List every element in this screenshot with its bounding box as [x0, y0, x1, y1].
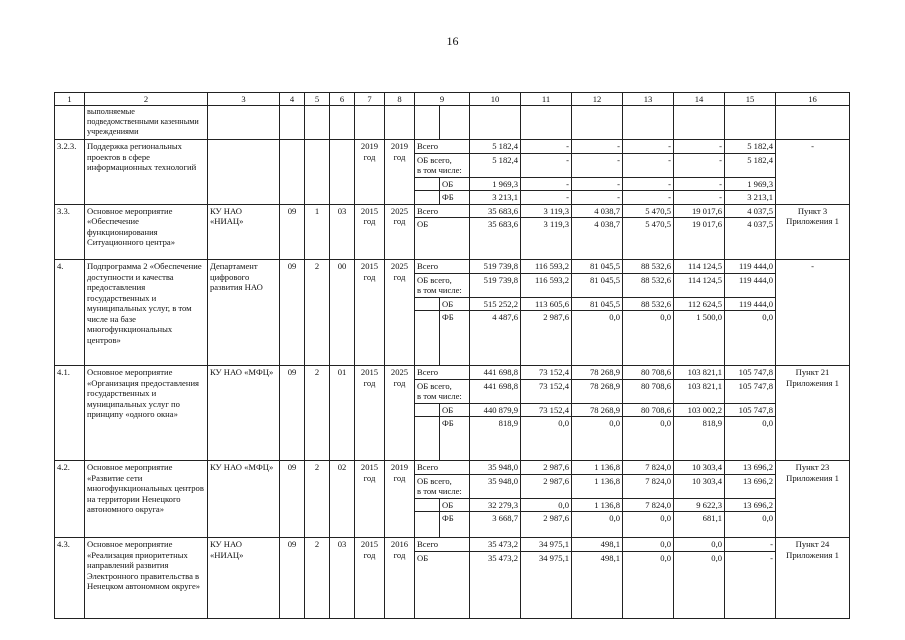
code-cell: 03 — [330, 204, 355, 259]
item-number: 4. — [55, 260, 85, 366]
table-cell — [208, 106, 280, 140]
item-number: 3.3. — [55, 204, 85, 259]
program-row — [55, 366, 850, 379]
amount-cell: 35 683,6 — [470, 204, 521, 217]
funding-label — [415, 273, 470, 297]
activity-name: Основное мероприятие «Развитие сети многофункциональных центров на территории Ненецкого автономного округа» — [85, 461, 208, 538]
amount-cell: 0,0 — [623, 417, 674, 461]
code-cell: 09 — [280, 461, 305, 538]
reference: Пункт 23 Приложения 1 — [776, 461, 850, 538]
table-cell — [415, 417, 440, 461]
amount-cell: 2 987,6 — [521, 461, 572, 474]
activity-name: Основное мероприятие «Реализация приоритетных направлений развития Электронного правительства в Ненецком автономном округе» — [85, 538, 208, 618]
executor — [208, 140, 280, 204]
end-year: 2019 год — [385, 140, 415, 204]
activity-name: Поддержка региональных проектов в сфере информационных технологий — [85, 140, 208, 204]
table-cell — [440, 106, 470, 140]
funding-label: ФБ — [440, 191, 470, 204]
code-cell: 01 — [330, 366, 355, 461]
amount-cell: 519 739,8 — [470, 260, 521, 273]
column-header: 8 — [385, 93, 415, 106]
amount-cell: 2 987,6 — [521, 512, 572, 538]
table-cell — [385, 106, 415, 140]
amount-cell: 1 969,3 — [470, 177, 521, 190]
code-cell: 09 — [280, 204, 305, 259]
amount-cell: 88 532,6 — [623, 273, 674, 297]
table-cell — [776, 106, 850, 140]
activity-name: выполняемые подведомственными казенными учреждениями — [85, 106, 208, 140]
program-row — [55, 204, 850, 217]
amount-cell: - — [674, 153, 725, 177]
column-header: 5 — [305, 93, 330, 106]
amount-cell: 13 696,2 — [725, 474, 776, 498]
start-year: 2015 год — [355, 538, 385, 618]
amount-cell: 35 948,0 — [470, 461, 521, 474]
amount-cell: 4 038,7 — [572, 218, 623, 260]
amount-cell: 0,0 — [572, 512, 623, 538]
amount-cell: 78 268,9 — [572, 379, 623, 403]
amount-cell: 5 470,5 — [623, 218, 674, 260]
program-row — [55, 140, 850, 153]
funding-label: ОБ — [415, 218, 470, 260]
end-year: 2016 год — [385, 538, 415, 618]
amount-cell: 103 821,1 — [674, 379, 725, 403]
column-header: 9 — [415, 93, 470, 106]
table-cell — [415, 106, 440, 140]
funding-label: ОБ — [440, 297, 470, 310]
item-number: 3.2.3. — [55, 140, 85, 204]
amount-cell: - — [725, 538, 776, 551]
amount-cell: 35 683,6 — [470, 218, 521, 260]
amount-cell: 4 038,7 — [572, 204, 623, 217]
code-cell: 2 — [305, 260, 330, 366]
funding-label — [415, 379, 470, 403]
amount-cell: 103 002,2 — [674, 403, 725, 416]
amount-cell: 0,0 — [725, 417, 776, 461]
code-cell: 09 — [280, 366, 305, 461]
amount-cell: 105 747,8 — [725, 379, 776, 403]
continuation-row — [55, 106, 850, 140]
code-cell — [305, 140, 330, 204]
funding-label-text: в том числе: — [417, 285, 462, 296]
funding-label-text: в том числе: — [417, 486, 462, 497]
code-cell: 09 — [280, 260, 305, 366]
amount-cell: 78 268,9 — [572, 403, 623, 416]
table-cell — [415, 297, 440, 310]
code-cell: 02 — [330, 461, 355, 538]
amount-cell: 7 824,0 — [623, 498, 674, 511]
column-header: 2 — [85, 93, 208, 106]
amount-cell: 5 182,4 — [470, 140, 521, 153]
amount-cell: 34 975,1 — [521, 538, 572, 551]
amount-cell: 116 593,2 — [521, 260, 572, 273]
amount-cell: 1 969,3 — [725, 177, 776, 190]
column-header: 12 — [572, 93, 623, 106]
amount-cell: 80 708,6 — [623, 379, 674, 403]
code-cell — [330, 140, 355, 204]
amount-cell: 105 747,8 — [725, 366, 776, 379]
amount-cell: 2 987,6 — [521, 474, 572, 498]
amount-cell: - — [572, 153, 623, 177]
amount-cell: 73 152,4 — [521, 366, 572, 379]
table-cell — [415, 191, 440, 204]
column-header: 7 — [355, 93, 385, 106]
amount-cell: - — [725, 551, 776, 618]
amount-cell: - — [674, 177, 725, 190]
funding-label: ФБ — [440, 311, 470, 366]
amount-cell: 0,0 — [521, 417, 572, 461]
table-cell — [415, 311, 440, 366]
table-cell — [725, 106, 776, 140]
start-year: 2019 год — [355, 140, 385, 204]
amount-cell: - — [623, 140, 674, 153]
table-cell — [470, 106, 521, 140]
amount-cell: 19 017,6 — [674, 218, 725, 260]
funding-label-text: ОБ всего, — [417, 475, 452, 486]
header-row — [55, 93, 850, 106]
amount-cell: 0,0 — [674, 551, 725, 618]
amount-cell: 73 152,4 — [521, 403, 572, 416]
amount-cell: 0,0 — [623, 512, 674, 538]
amount-cell: 1 136,8 — [572, 498, 623, 511]
amount-cell: 34 975,1 — [521, 551, 572, 618]
amount-cell: 4 487,6 — [470, 311, 521, 366]
program-row — [55, 461, 850, 474]
funding-label: ФБ — [440, 417, 470, 461]
column-header: 10 — [470, 93, 521, 106]
column-header: 4 — [280, 93, 305, 106]
amount-cell: 80 708,6 — [623, 366, 674, 379]
funding-label-text: ОБ всего, — [417, 274, 452, 285]
amount-cell: 116 593,2 — [521, 273, 572, 297]
column-header: 11 — [521, 93, 572, 106]
amount-cell: - — [674, 140, 725, 153]
table-cell — [521, 106, 572, 140]
amount-cell: 2 987,6 — [521, 311, 572, 366]
activity-name: Подпрограмма 2 «Обеспечение доступности и качества предоставления государственных и муниципальных услуг, в том числе на базе многофункциональных центров» — [85, 260, 208, 366]
amount-cell: 440 879,9 — [470, 403, 521, 416]
executor: КУ НАО «НИАЦ» — [208, 204, 280, 259]
funding-label-text: ОБ всего, — [417, 154, 452, 165]
amount-cell: 81 045,5 — [572, 260, 623, 273]
amount-cell: 3 119,3 — [521, 218, 572, 260]
amount-cell: 19 017,6 — [674, 204, 725, 217]
amount-cell: 0,0 — [725, 512, 776, 538]
code-cell: 2 — [305, 366, 330, 461]
amount-cell: 4 037,5 — [725, 204, 776, 217]
amount-cell: 105 747,8 — [725, 403, 776, 416]
funding-label-text: ОБ всего, — [417, 380, 452, 391]
amount-cell: 13 696,2 — [725, 461, 776, 474]
item-number: 4.3. — [55, 538, 85, 618]
funding-label: Всего — [415, 204, 470, 217]
amount-cell: 119 444,0 — [725, 297, 776, 310]
amount-cell: 114 124,5 — [674, 260, 725, 273]
table-cell — [674, 106, 725, 140]
amount-cell: - — [521, 177, 572, 190]
table-cell — [415, 512, 440, 538]
executor: КУ НАО «МФЦ» — [208, 461, 280, 538]
amount-cell: 3 668,7 — [470, 512, 521, 538]
amount-cell: 5 182,4 — [470, 153, 521, 177]
amount-cell: 0,0 — [674, 538, 725, 551]
funding-label: Всего — [415, 461, 470, 474]
code-cell: 00 — [330, 260, 355, 366]
reference: - — [776, 260, 850, 366]
item-number: 4.2. — [55, 461, 85, 538]
funding-label: Всего — [415, 260, 470, 273]
end-year: 2019 год — [385, 461, 415, 538]
amount-cell: - — [572, 191, 623, 204]
table-cell — [415, 498, 440, 511]
amount-cell: 78 268,9 — [572, 366, 623, 379]
column-header: 16 — [776, 93, 850, 106]
code-cell: 2 — [305, 538, 330, 618]
amount-cell: 0,0 — [623, 311, 674, 366]
amount-cell: - — [623, 191, 674, 204]
funding-label: ОБ — [440, 403, 470, 416]
funding-label: ОБ — [440, 498, 470, 511]
start-year: 2015 год — [355, 461, 385, 538]
table-cell — [572, 106, 623, 140]
amount-cell: 3 119,3 — [521, 204, 572, 217]
column-header: 14 — [674, 93, 725, 106]
amount-cell: 88 532,6 — [623, 260, 674, 273]
amount-cell: - — [521, 191, 572, 204]
table-cell — [355, 106, 385, 140]
column-header: 3 — [208, 93, 280, 106]
amount-cell: 119 444,0 — [725, 260, 776, 273]
amount-cell: 0,0 — [572, 311, 623, 366]
code-cell: 03 — [330, 538, 355, 618]
column-header: 15 — [725, 93, 776, 106]
program-row — [55, 260, 850, 273]
amount-cell: 441 698,8 — [470, 366, 521, 379]
amount-cell: 515 252,2 — [470, 297, 521, 310]
amount-cell: 0,0 — [623, 551, 674, 618]
amount-cell: 498,1 — [572, 538, 623, 551]
executor: Департамент цифрового развития НАО — [208, 260, 280, 366]
start-year: 2015 год — [355, 366, 385, 461]
table-cell — [415, 177, 440, 190]
amount-cell: 681,1 — [674, 512, 725, 538]
amount-cell: 3 213,1 — [725, 191, 776, 204]
amount-cell: 818,9 — [470, 417, 521, 461]
amount-cell: 88 532,6 — [623, 297, 674, 310]
amount-cell: 7 824,0 — [623, 461, 674, 474]
amount-cell: 13 696,2 — [725, 498, 776, 511]
amount-cell: 10 303,4 — [674, 474, 725, 498]
amount-cell: - — [623, 177, 674, 190]
code-cell — [280, 140, 305, 204]
page-number: 16 — [446, 34, 459, 48]
amount-cell: - — [674, 191, 725, 204]
amount-cell: 5 470,5 — [623, 204, 674, 217]
code-cell: 2 — [305, 461, 330, 538]
reference: Пункт 3 Приложения 1 — [776, 204, 850, 259]
program-table — [54, 92, 850, 619]
table-cell — [623, 106, 674, 140]
amount-cell: 114 124,5 — [674, 273, 725, 297]
table-cell — [55, 106, 85, 140]
funding-label: Всего — [415, 538, 470, 551]
funding-label-text: в том числе: — [417, 391, 462, 402]
funding-label: ФБ — [440, 512, 470, 538]
amount-cell: 818,9 — [674, 417, 725, 461]
reference: - — [776, 140, 850, 204]
amount-cell: 1 500,0 — [674, 311, 725, 366]
activity-name: Основное мероприятие «Обеспечение функционирования Ситуационного центра» — [85, 204, 208, 259]
amount-cell: 32 279,3 — [470, 498, 521, 511]
amount-cell: 35 473,2 — [470, 538, 521, 551]
amount-cell: 81 045,5 — [572, 297, 623, 310]
amount-cell: - — [521, 140, 572, 153]
amount-cell: 103 821,1 — [674, 366, 725, 379]
amount-cell: 35 473,2 — [470, 551, 521, 618]
table-cell — [280, 106, 305, 140]
start-year: 2015 год — [355, 204, 385, 259]
start-year: 2015 год — [355, 260, 385, 366]
reference: Пункт 21 Приложения 1 — [776, 366, 850, 461]
amount-cell: - — [623, 153, 674, 177]
table-cell — [415, 403, 440, 416]
amount-cell: 80 708,6 — [623, 403, 674, 416]
amount-cell: 0,0 — [623, 538, 674, 551]
amount-cell: 0,0 — [521, 498, 572, 511]
executor: КУ НАО «НИАЦ» — [208, 538, 280, 618]
item-number: 4.1. — [55, 366, 85, 461]
amount-cell: 7 824,0 — [623, 474, 674, 498]
table-cell — [330, 106, 355, 140]
end-year: 2025 год — [385, 204, 415, 259]
amount-cell: 498,1 — [572, 551, 623, 618]
column-header: 6 — [330, 93, 355, 106]
amount-cell: 0,0 — [725, 311, 776, 366]
amount-cell: - — [521, 153, 572, 177]
code-cell: 09 — [280, 538, 305, 618]
funding-label-text: в том числе: — [417, 165, 462, 176]
amount-cell: 1 136,8 — [572, 474, 623, 498]
amount-cell: 0,0 — [572, 417, 623, 461]
amount-cell: 119 444,0 — [725, 273, 776, 297]
funding-label — [415, 153, 470, 177]
end-year: 2025 год — [385, 366, 415, 461]
table-cell — [305, 106, 330, 140]
amount-cell: 1 136,8 — [572, 461, 623, 474]
reference: Пункт 24 Приложения 1 — [776, 538, 850, 618]
funding-label: Всего — [415, 366, 470, 379]
funding-label: Всего — [415, 140, 470, 153]
table-body — [55, 93, 850, 619]
amount-cell: - — [572, 140, 623, 153]
funding-label: ОБ — [415, 551, 470, 618]
amount-cell: 441 698,8 — [470, 379, 521, 403]
amount-cell: 10 303,4 — [674, 461, 725, 474]
amount-cell: - — [572, 177, 623, 190]
amount-cell: 5 182,4 — [725, 140, 776, 153]
executor: КУ НАО «МФЦ» — [208, 366, 280, 461]
code-cell: 1 — [305, 204, 330, 259]
activity-name: Основное мероприятие «Организация предоставления государственных и муниципальных услуг по принципу «одного окна» — [85, 366, 208, 461]
funding-label: ОБ — [440, 177, 470, 190]
amount-cell: 519 739,8 — [470, 273, 521, 297]
amount-cell: 5 182,4 — [725, 153, 776, 177]
amount-cell: 4 037,5 — [725, 218, 776, 260]
column-header: 13 — [623, 93, 674, 106]
amount-cell: 3 213,1 — [470, 191, 521, 204]
amount-cell: 35 948,0 — [470, 474, 521, 498]
amount-cell: 73 152,4 — [521, 379, 572, 403]
program-row — [55, 538, 850, 551]
amount-cell: 112 624,5 — [674, 297, 725, 310]
amount-cell: 9 622,3 — [674, 498, 725, 511]
end-year: 2025 год — [385, 260, 415, 366]
column-header: 1 — [55, 93, 85, 106]
amount-cell: 81 045,5 — [572, 273, 623, 297]
funding-label — [415, 474, 470, 498]
amount-cell: 113 605,6 — [521, 297, 572, 310]
